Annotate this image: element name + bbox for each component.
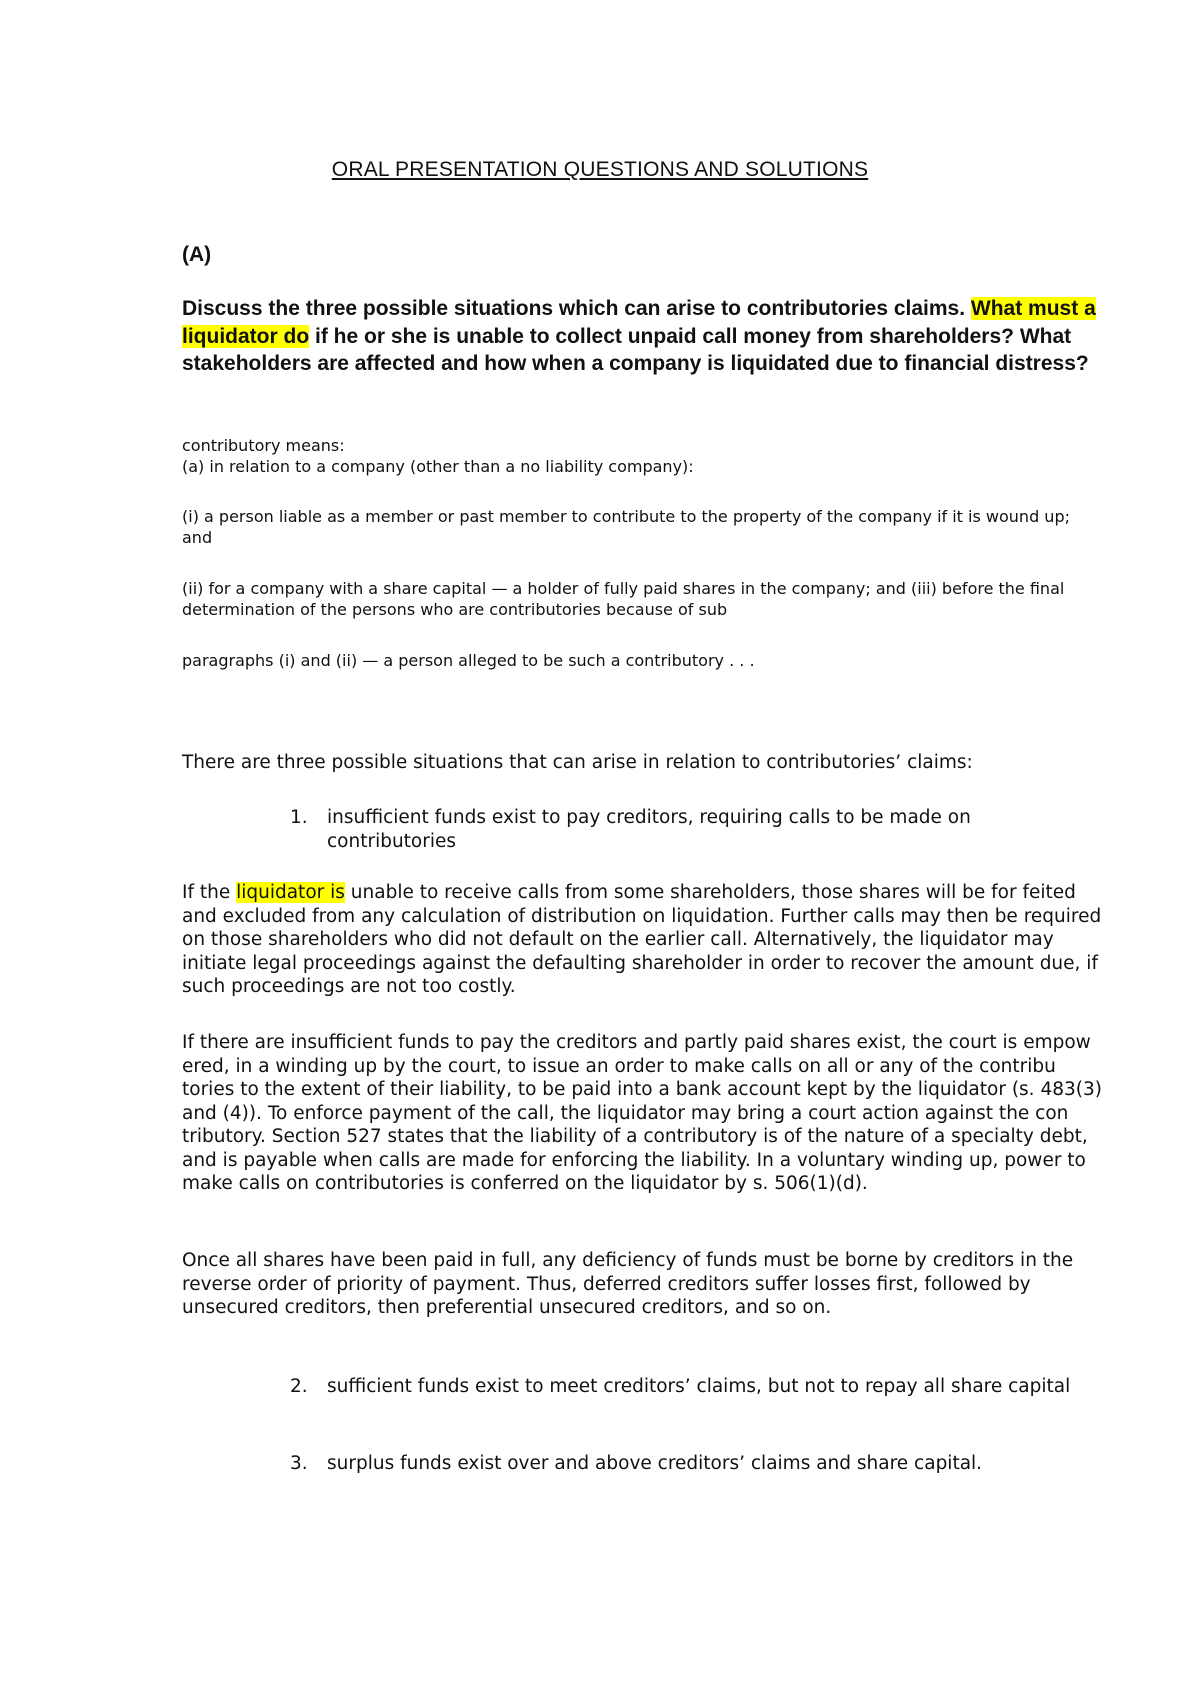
paragraph-2: If there are insufficient funds to pay the creditors and partly paid shares exist, the court is empow ered, in a winding up by the court, to issue an order to make calls on all or any of the contribu tories to the extent of their liability, to be paid into a bank account kept by the liquidator (s. 483(3) and (4)). To enforce payment of the call, the liquidator may bring a court action against the con tributory. Section 527 states that the liability of a contributory is of the nature of a specialty debt, and is payable when calls are made for enforcing the liability. In a voluntary winding up, power to make calls on contributories is conferred on the liquidator by s. 506(1)(d). [182, 1032, 1102, 1194]
paragraph-1-pre: If the [182, 882, 237, 903]
page-title: ORAL PRESENTATION QUESTIONS AND SOLUTIONS [331, 158, 869, 181]
list-item-number: 2. [290, 1376, 308, 1397]
list-item [290, 806, 1080, 853]
definition-para-iii: paragraphs (i) and (ii) — a person alleged to be such a contributory . . . [182, 651, 755, 670]
question-part1: Discuss the three possible situations which can arise to contributories claims. [182, 297, 966, 320]
list-item [290, 1452, 1080, 1476]
list-item-number: 1. [290, 807, 308, 828]
list-item [290, 1375, 1080, 1399]
intro-text: There are three possible situations that can arise in relation to contributories’ claims: [182, 752, 973, 773]
question-part2: if he or she is unable to collect unpaid call money from shareholders? What stakeholders are affected and how when a company is liquidated due to financial distress? [182, 324, 1089, 375]
section-label: (A) [182, 243, 212, 266]
paragraph-1-highlight: liquidator is [236, 882, 345, 903]
paragraph-3: Once all shares have been paid in full, any deficiency of funds must be borne by creditors in the reverse order of priority of payment. Thus, deferred creditors suffer losses first, followed by unsecured creditors, then preferential unsecured creditors, and so on. [182, 1250, 1074, 1318]
definition-heading [182, 435, 1102, 477]
definition-para-ii: (ii) for a company with a share capital — a holder of fully paid shares in the company; and (iii) before the final determination of the persons who are contributories because of sub [182, 579, 1065, 619]
question-highlight: What must a liquidator do [182, 297, 1096, 348]
list-item-text: insufficient funds exist to pay creditors, requiring calls to be made on contributories [327, 807, 971, 852]
paragraph-1 [182, 881, 1102, 999]
definition-line2: (a) in relation to a company (other than a no liability company): [182, 457, 694, 476]
list-item-number: 3. [290, 1453, 308, 1474]
list-item-text: sufficient funds exist to meet creditors’ claims, but not to repay all share capital [327, 1376, 1071, 1397]
paragraph-1-post: unable to receive calls from some shareholders, those shares will be for feited and excluded from any calculation of distribution on liquidation. Further calls may then be required on those shareholders who did not default on the earlier call. Alternatively, the liquidator may initiate legal proceedings against the defaulting shareholder in order to recover the amount due, if such proceedings are not too costly. [182, 882, 1102, 997]
definition-para-i: (i) a person liable as a member or past member to contribute to the property of the company if it is wound up; and [182, 507, 1070, 547]
list-item-text: surplus funds exist over and above creditors’ claims and share capital. [327, 1453, 983, 1474]
question-text [182, 295, 1102, 378]
definition-line1: contributory means: [182, 436, 345, 455]
